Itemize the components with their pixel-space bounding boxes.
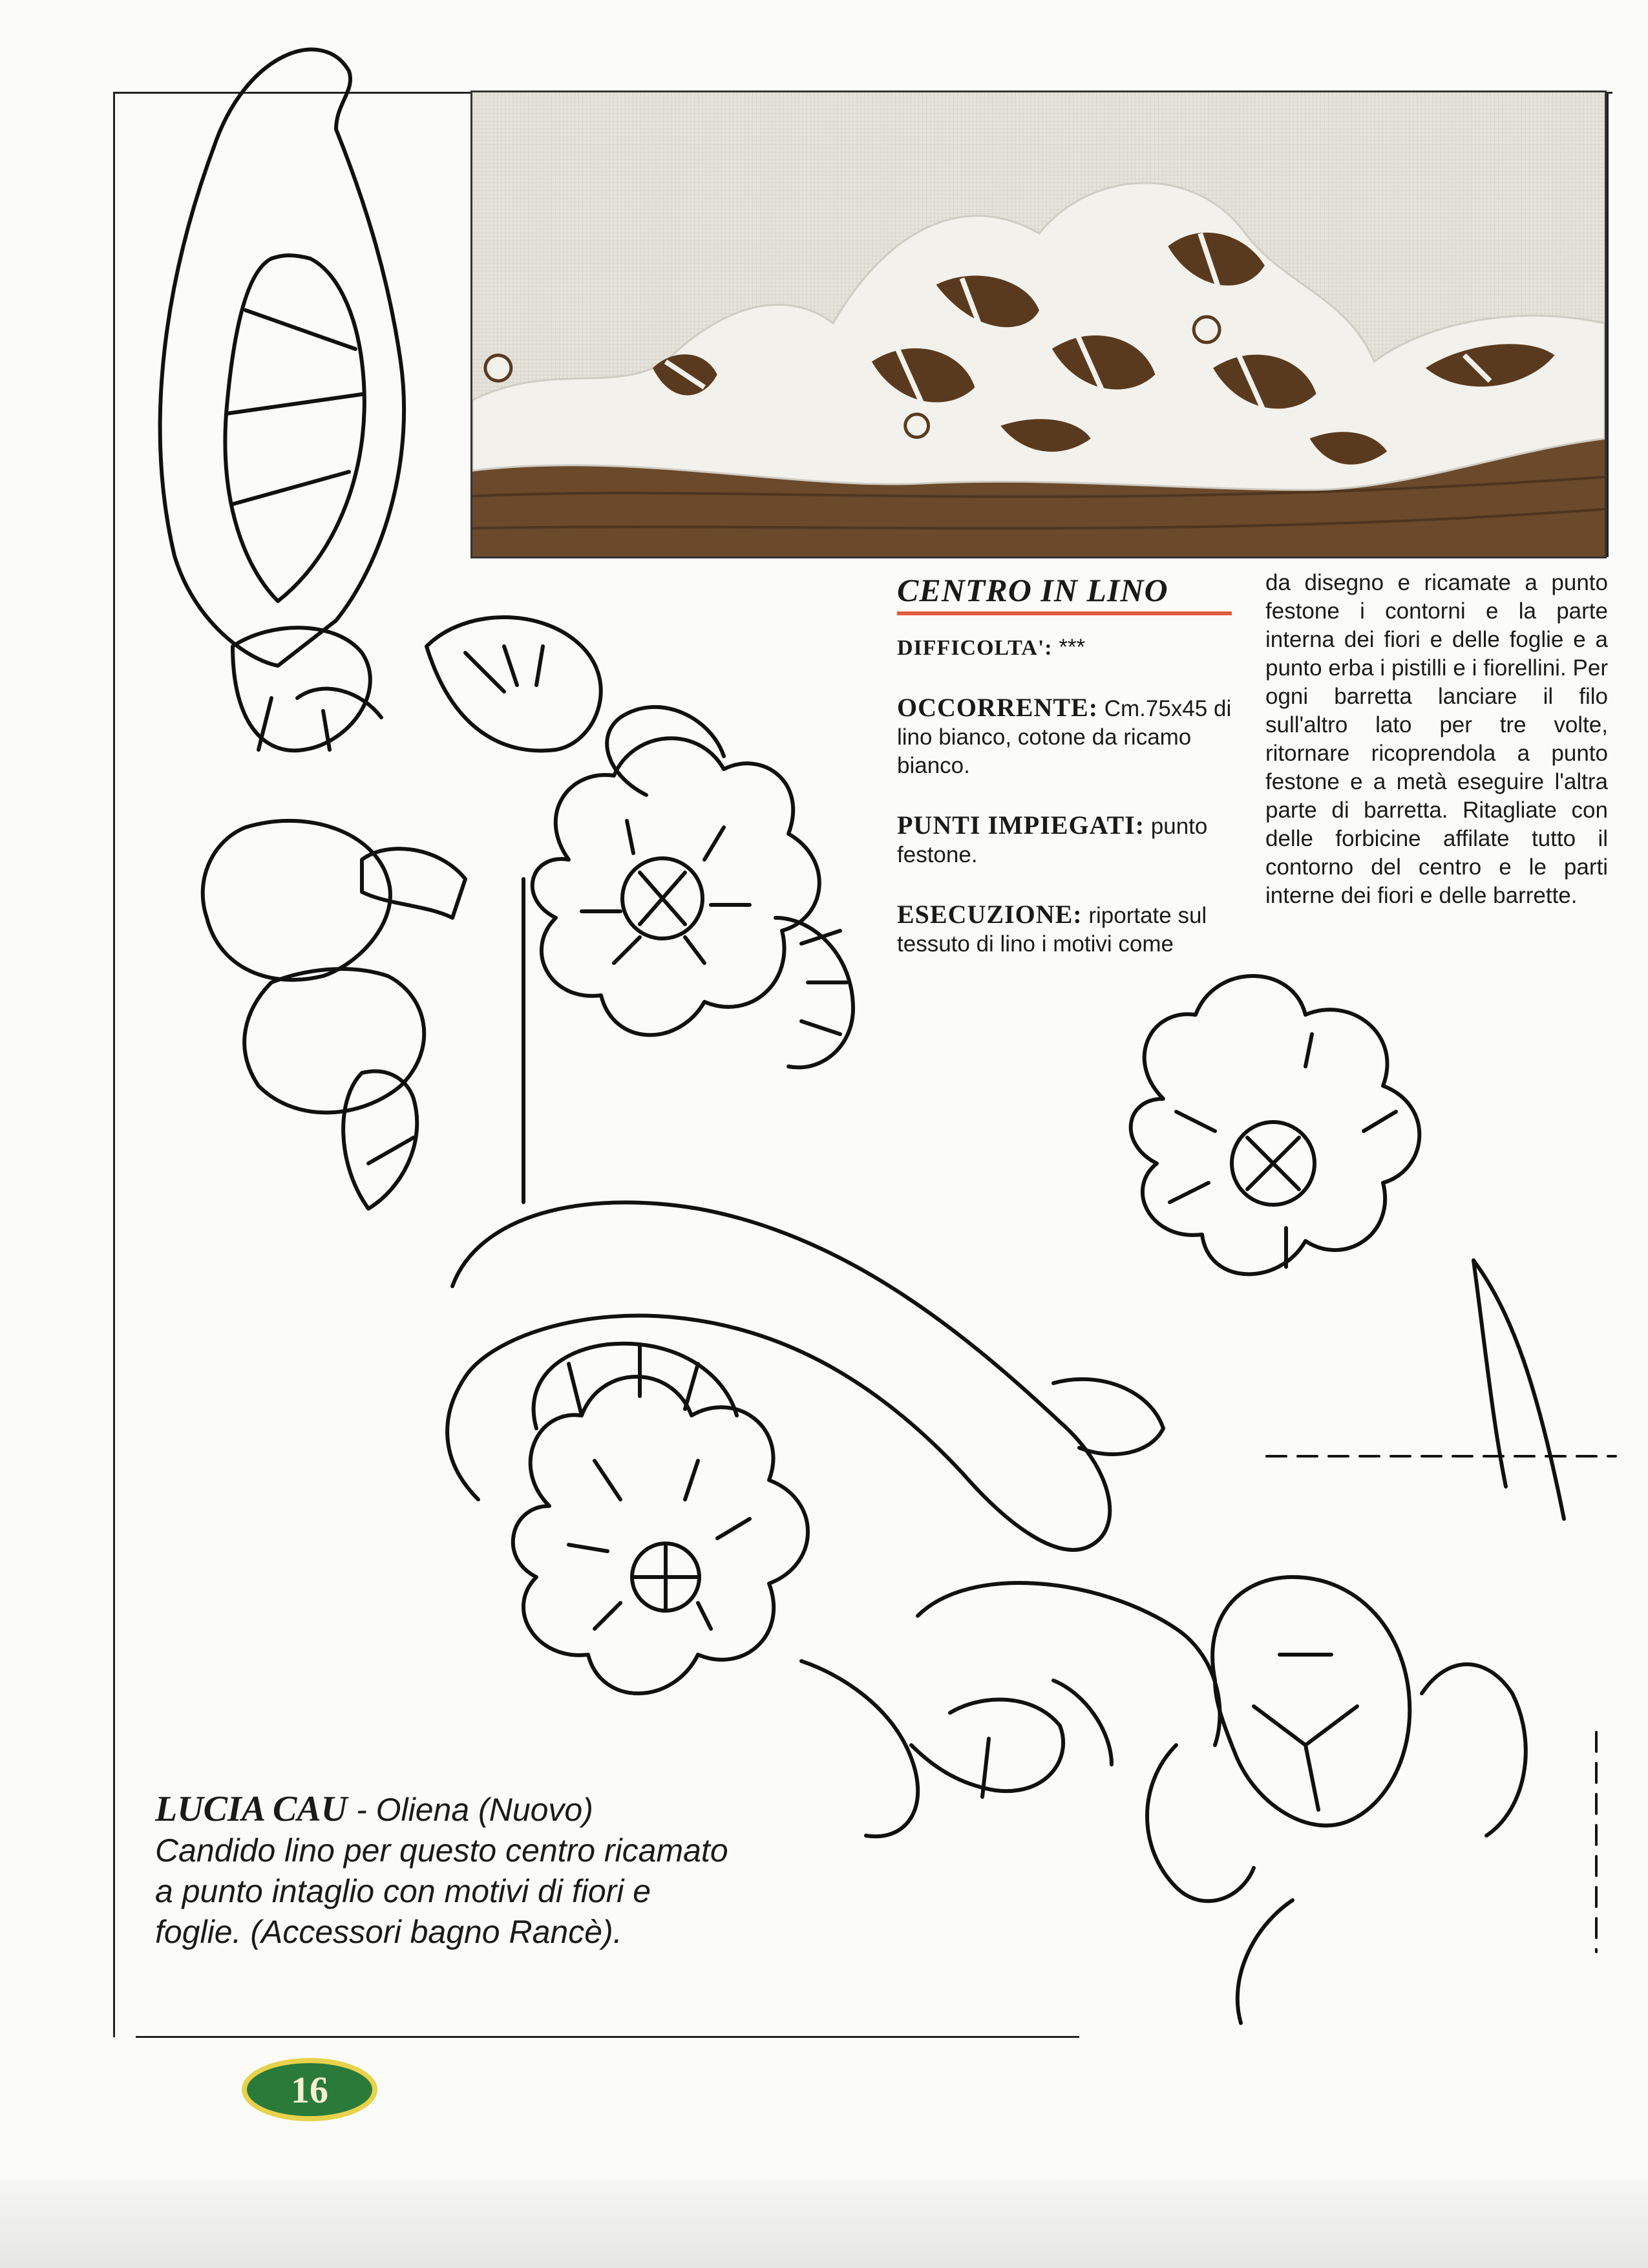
stitches-text: punto festone. [897,814,1208,867]
leaf-bottom-center [801,1661,918,1836]
article-title: CENTRO IN LINO [897,572,1168,608]
photo-caption [155,1789,737,1953]
stitches-label: PUNTI IMPIEGATI: [897,811,1145,840]
difficulty-label: DIFFICOLTA': [897,636,1053,660]
leaf-far-right [1422,1664,1526,1836]
leaf-left-mid [203,821,390,980]
flower-upper-center [533,738,819,1035]
materials-label: OCCORRENTE: [897,693,1099,722]
article-column-left [897,633,1240,990]
title-underline [897,611,1232,615]
leaf-motif-top-left [160,50,404,666]
stem-bottom [1238,1900,1293,2023]
difficulty-value: *** [1052,635,1086,660]
embroidery-photo [470,90,1607,558]
execution-label: ESECUZIONE: [897,900,1083,929]
leaf-bottom-right [1212,1577,1410,1825]
s-curve-leaf [447,1202,1110,1550]
stitches-paragraph [897,811,1240,869]
execution-continued-text: da disegno e ricamate a punto festone i contorni e la parte interna dei fiori e delle foglie e a punto erba i pistilli e i fiorellini. Per ogni barretta lanciare il filo sull'altro lato per tre volte, ritornare ricoprendola a punto festone e a metà eseguire l'altra parte di barretta. Ritagliate con delle forbicine affilate tutto il contorno del centro e le parti interne dei fiori e delle barrette. [1265,570,1608,908]
caption-author: LUCIA CAU [155,1789,348,1829]
scan-bottom-shadow [0,2179,1648,2268]
leaf-small-right [1053,1379,1163,1454]
difficulty-line [897,633,1240,662]
materials-text: Cm.75x45 di lino bianco, cotone da ricamo bianco. [897,696,1232,778]
page-number: 16 [291,2068,328,2111]
caption-location: - Oliena (Nuovo) [347,1792,593,1828]
article-column-right [1265,569,1608,910]
leaf-left-upper [427,617,601,750]
page-number-badge [242,2058,377,2121]
leaf-left-low [244,969,424,1112]
execution-text: riportate sul tessuto di lino i motivi come [897,903,1207,957]
materials-paragraph [897,694,1240,780]
execution-paragraph [897,900,1240,959]
curl-bottom-inner [1147,1745,1254,1901]
flower-lower-center [513,1377,808,1693]
flower-right [1131,976,1420,1274]
caption-text: Candido lino per questo centro ricamato a punto intaglio con motivi di fiori e foglie. (Accessori bagno Rancè). [155,1832,728,1950]
stem-right [1474,1260,1564,1519]
curl-bottom [918,1583,1220,1745]
